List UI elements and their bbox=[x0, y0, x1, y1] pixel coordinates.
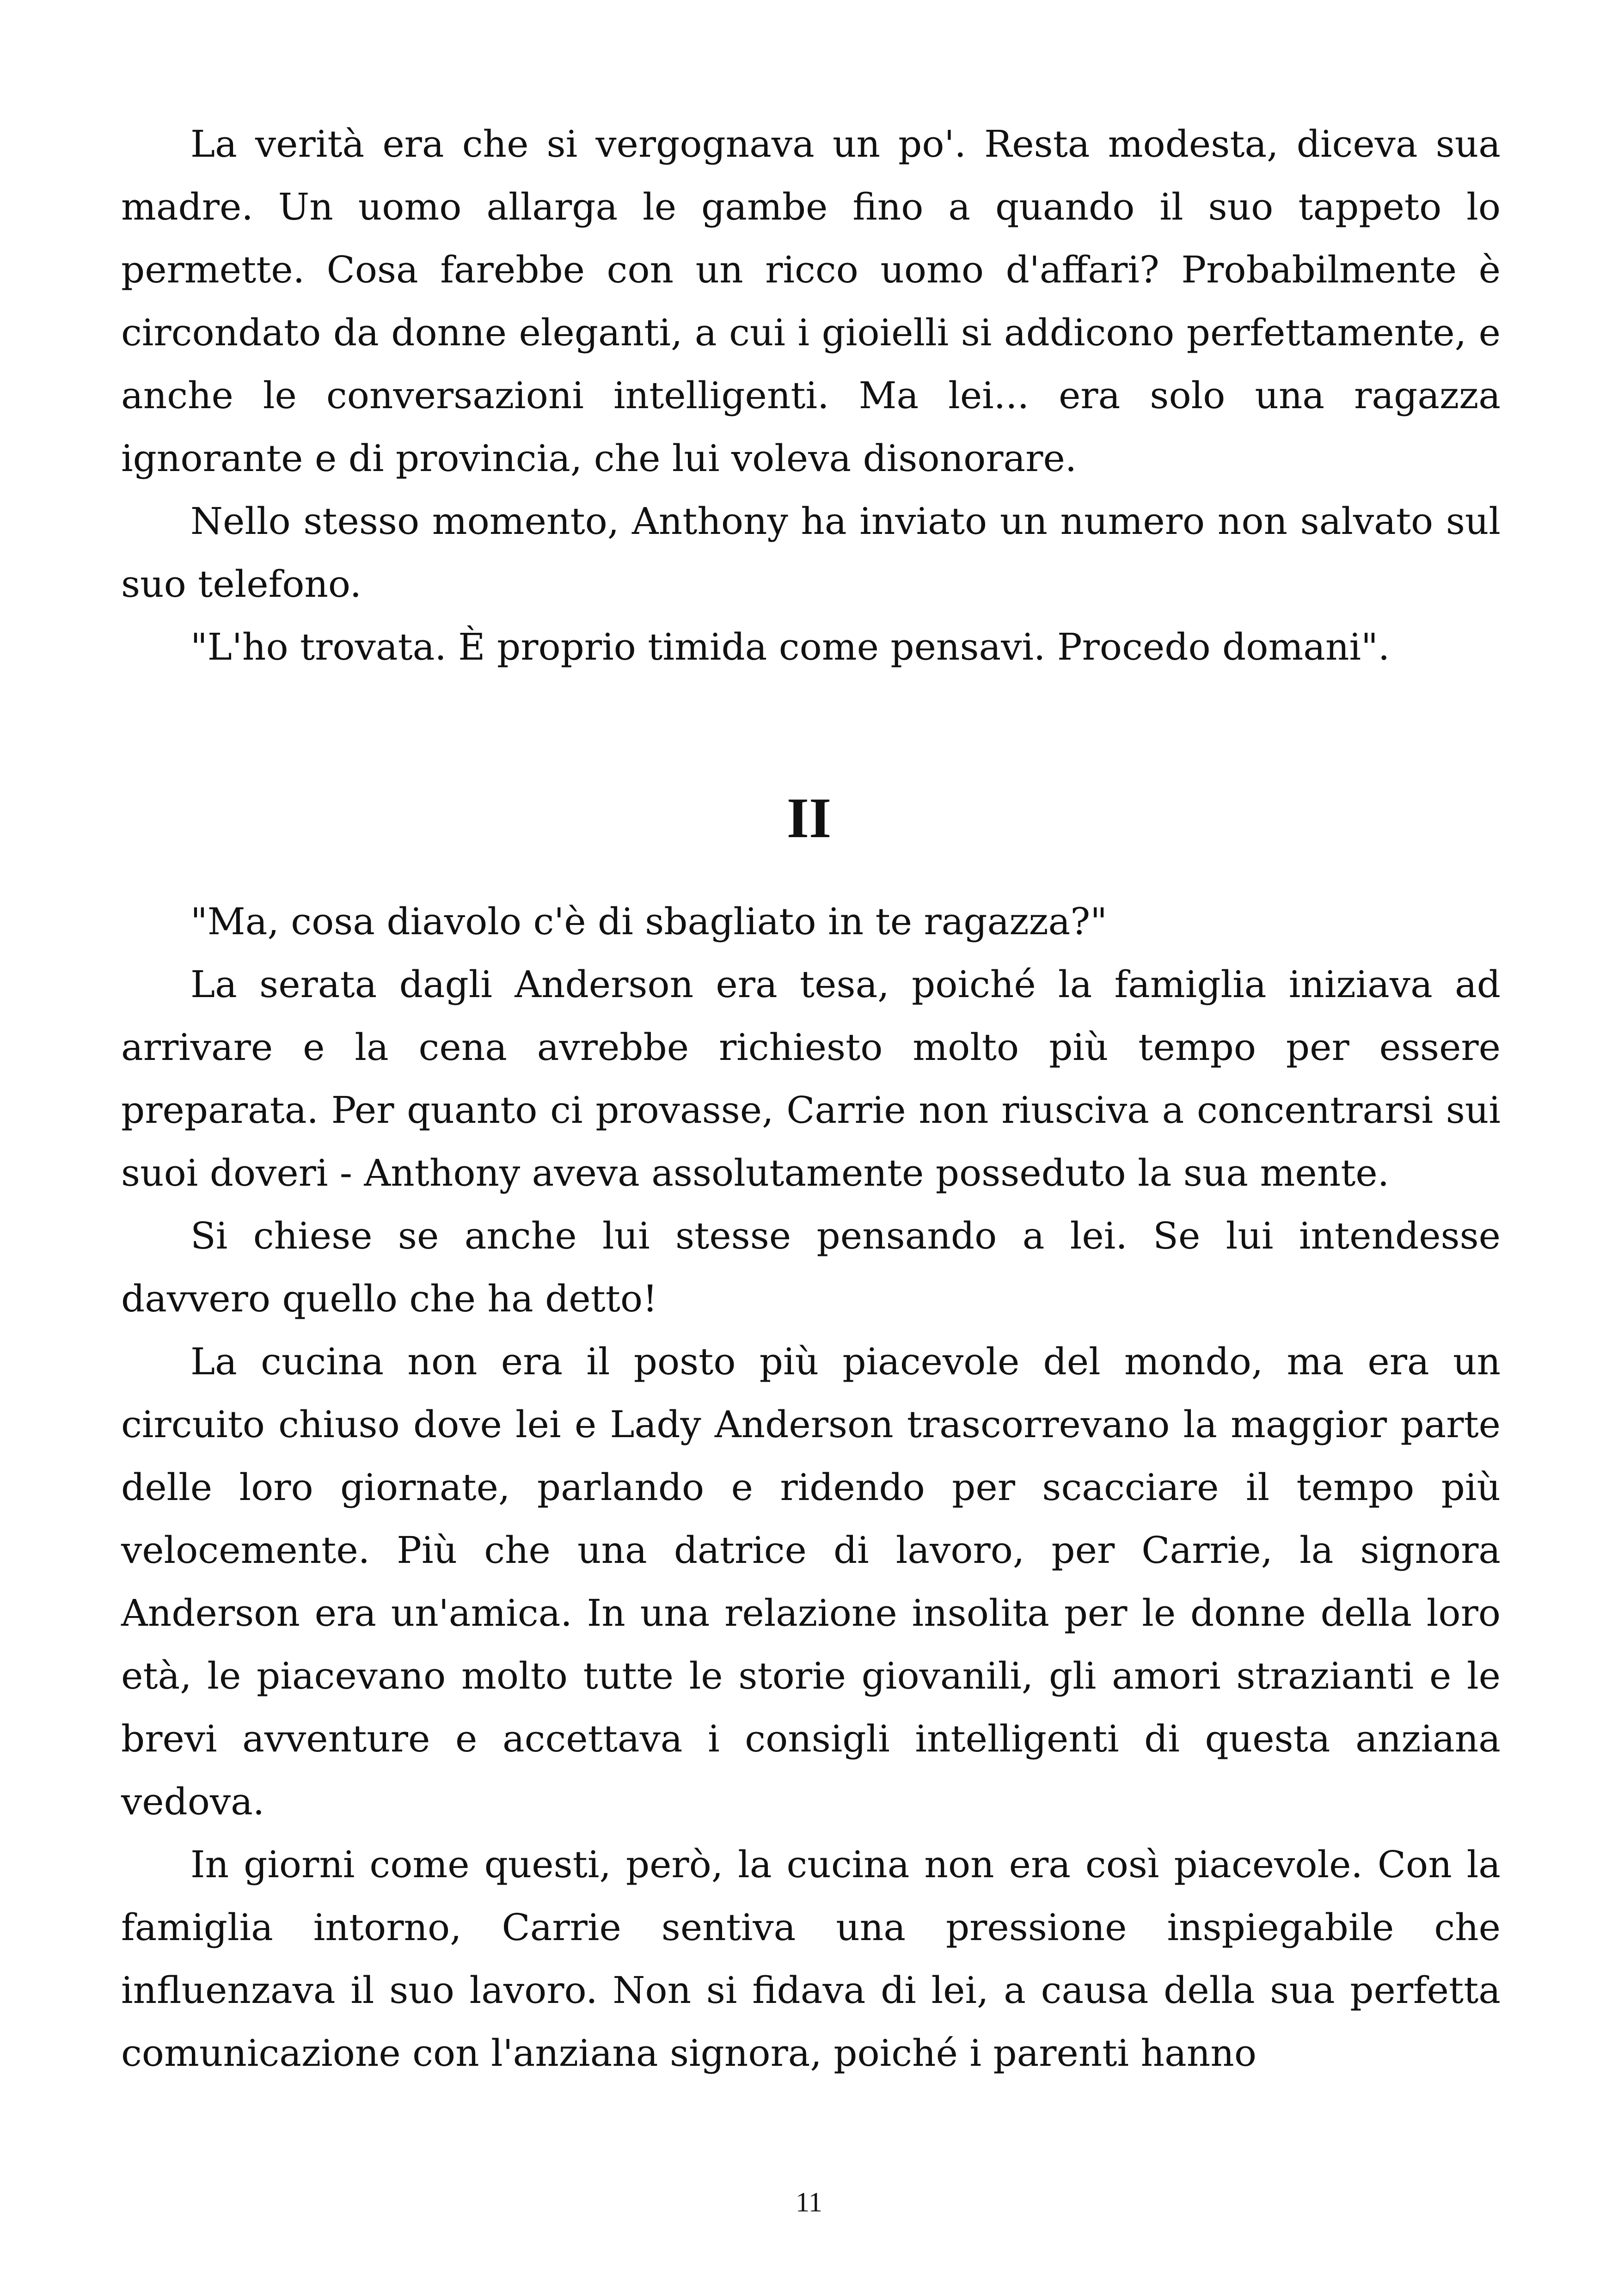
paragraph: Si chiese se anche lui stesse pensando a lei. Se lui intendesse davvero quello che ha detto! bbox=[121, 1214, 1501, 1320]
text-section-after-chapter bbox=[121, 890, 1501, 2085]
paragraph: In giorni come questi, però, la cucina non era così piacevole. Con la famiglia intorno, Carrie sentiva una pressione inspiegabile che influenzava il suo lavoro. Non si fidava di lei, a causa della sua perfetta comunicazione con l'anziana signora, poiché i parenti hanno bbox=[121, 1843, 1501, 2075]
paragraph: La serata dagli Anderson era tesa, poiché la famiglia iniziava ad arrivare e la cena avrebbe richiesto molto più tempo per essere preparata. Per quanto ci provasse, Carrie non riusciva a concentrarsi sui suoi doveri - Anthony aveva assolutamente posseduto la sua mente. bbox=[121, 963, 1501, 1194]
page-number: 11 bbox=[796, 2187, 822, 2217]
paragraph: La cucina non era il posto più piacevole del mondo, ma era un circuito chiuso dove lei e Lady Anderson trascorrevano la maggior parte delle loro giornate, parlando e ridendo per scacciare il tempo più velocemente. Più che una datrice di lavoro, per Carrie, la signora Anderson era un'amica. In una relazione insolita per le donne della loro età, le piacevano molto tutte le storie giovanili, gli amori strazianti e le brevi avventure e accettava i consigli intelligenti di questa anziana vedova. bbox=[121, 1340, 1501, 1823]
paragraph: "Ma, cosa diavolo c'è di sbagliato in te ragazza?" bbox=[190, 900, 1108, 943]
paragraph: "L'ho trovata. È proprio timida come pensavi. Procedo domani". bbox=[190, 625, 1390, 668]
text-section-before-chapter bbox=[121, 113, 1501, 679]
paragraph: La verità era che si vergognava un po'. Resta modesta, diceva sua madre. Un uomo allarga le gambe fino a quando il suo tappeto lo permette. Cosa farebbe con un ricco uomo d'affari? Probabilmente è circondato da donne eleganti, a cui i gioielli si addicono perfettamente, e anche le conversazioni intelligenti. Ma lei... era solo una ragazza ignorante e di provincia, che lui voleva disonorare. bbox=[121, 122, 1501, 480]
chapter-heading: II bbox=[786, 786, 832, 850]
paragraph: Nello stesso momento, Anthony ha inviato un numero non salvato sul suo telefono. bbox=[121, 500, 1501, 606]
